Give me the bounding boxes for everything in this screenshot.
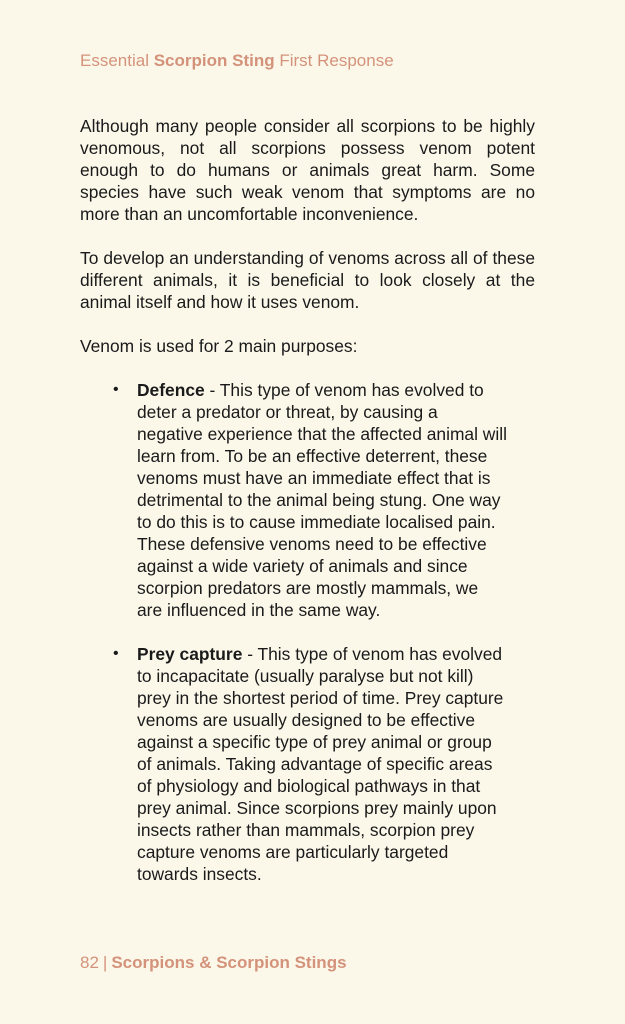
bullet-icon: • xyxy=(113,645,119,662)
list-item-defence xyxy=(80,379,507,621)
bullet-text-defence: - This type of venom has evolved to deter a predator or threat, by causing a negative experience that the affected animal will learn from. To be an effective deterrent, these venoms must have an immediate effect that is detrimental to the animal being stung. One way to do this is to cause immediate localised pain. These defensive venoms need to be effective against a wide variety of animals and since scorpion predators are mostly mammals, we are influenced in the same way. xyxy=(137,380,507,620)
list-item-prey-capture xyxy=(80,643,507,885)
paragraph-purposes: Venom is used for 2 main purposes: xyxy=(80,336,358,356)
header-prefix: Essential xyxy=(80,51,149,70)
bullet-text-prey-capture: - This type of venom has evolved to incapacitate (usually paralyse but not kill) prey in the shortest period of time. Prey capture venoms are usually designed to be effective against a specific type of prey animal or group of animals. Taking advantage of specific areas of physiology and biological pathways in that prey animal. Since scorpions prey mainly upon insects rather than mammals, scorpion prey capture venoms are particularly targeted towards insects. xyxy=(137,644,504,884)
bullet-icon: • xyxy=(113,381,119,398)
running-header xyxy=(80,51,394,71)
paragraph-intro: Although many people consider all scorpions to be highly venomous, not all scorpions possess venom potent enough to do humans or animals great harm. Some species have such weak venom that symptoms are no more than an uncomfortable inconvenience. xyxy=(80,116,535,224)
page-body xyxy=(80,115,535,907)
footer-separator: | xyxy=(102,953,108,972)
header-bold-title: Scorpion Sting xyxy=(153,51,275,70)
paragraph-understanding: To develop an understanding of venoms across all of these different animals, it is beneficial to look closely at the animal itself and how it uses venom. xyxy=(80,248,535,312)
footer-book-title: Scorpions & Scorpion Stings xyxy=(111,953,347,972)
bullet-term-prey-capture: Prey capture xyxy=(137,644,243,664)
page-number: 82 xyxy=(80,953,99,972)
page-footer xyxy=(80,953,347,973)
header-suffix: First Response xyxy=(279,51,394,70)
bullet-term-defence: Defence xyxy=(137,380,205,400)
purpose-list xyxy=(80,379,535,885)
